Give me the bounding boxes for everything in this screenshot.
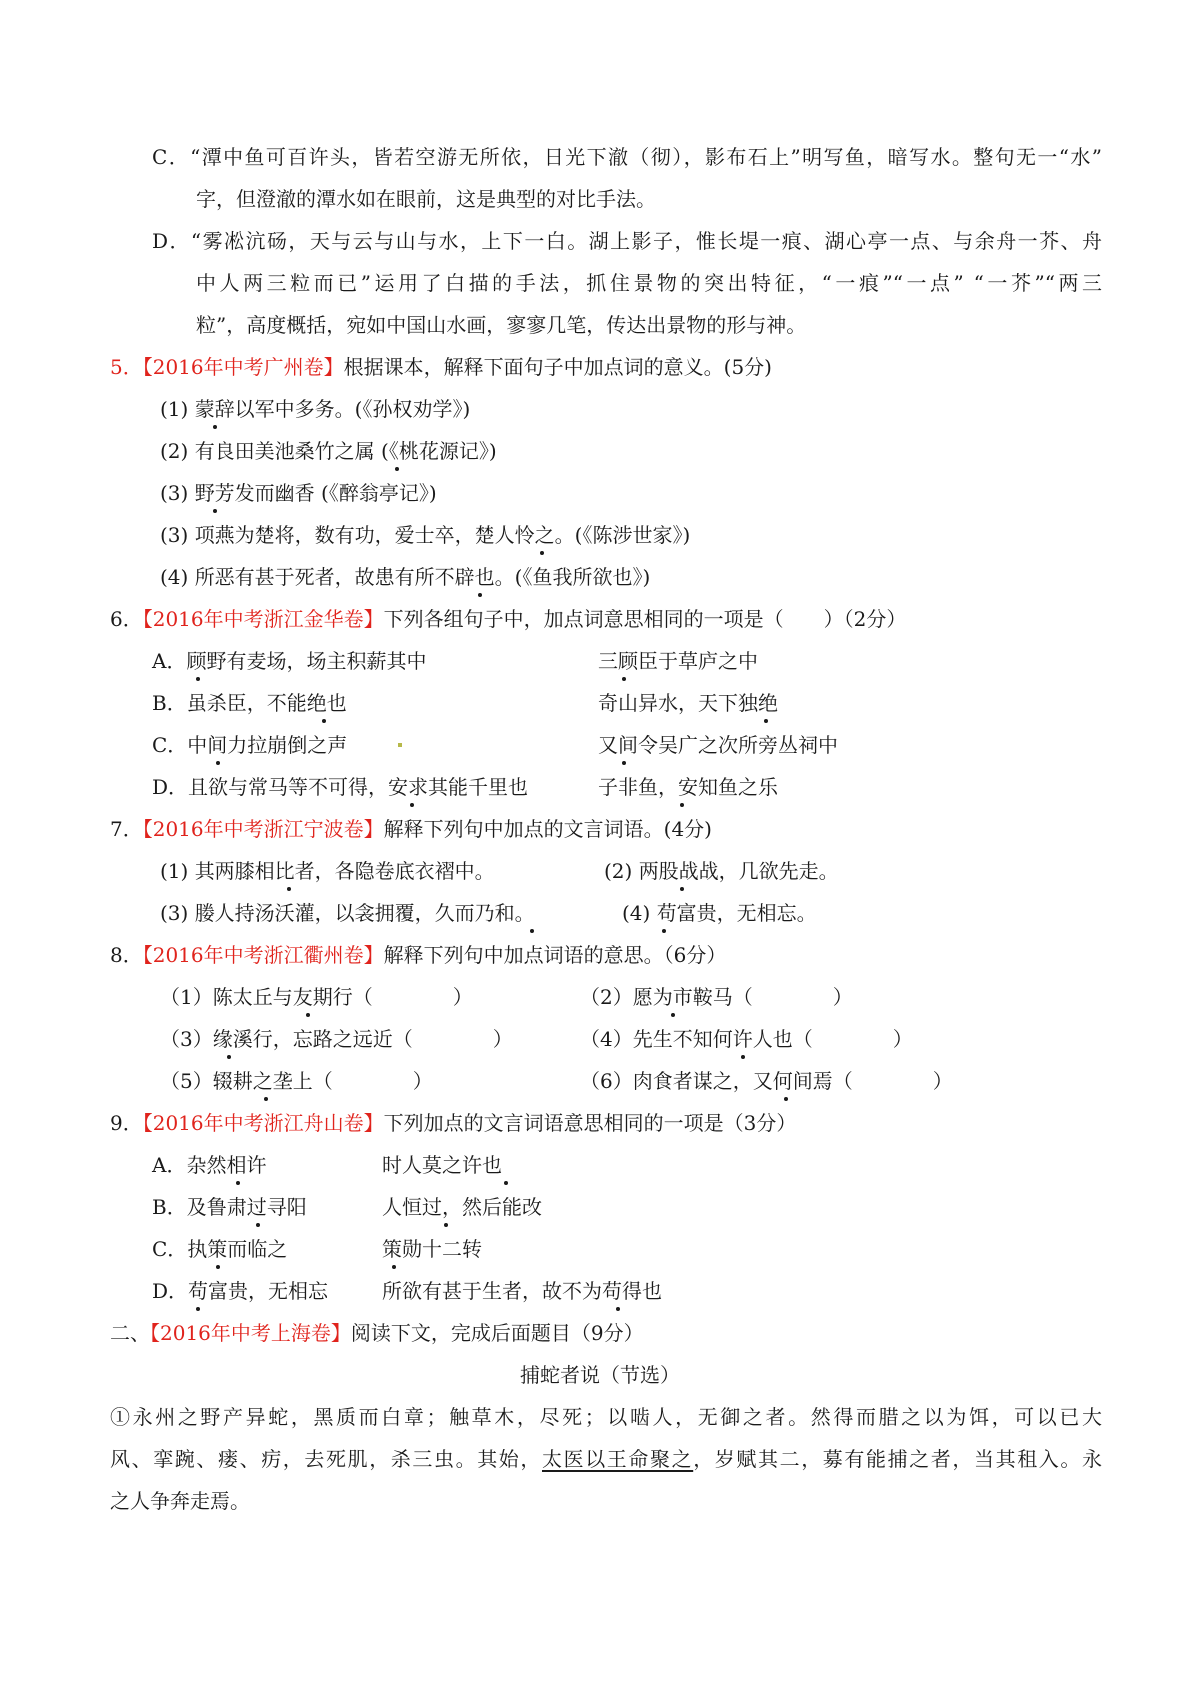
q8-item-4: （4）先生不知何许人也（ ） — [580, 1027, 913, 1051]
q6-option-b-left: B．虽杀臣，不能绝也 — [152, 691, 347, 715]
emphasis-dot — [256, 1223, 260, 1227]
q6-option-c-right: 又间令吴广之次所旁丛祠中 — [598, 733, 838, 757]
section2-prompt: 阅读下文，完成后面题目（9分） — [350, 1321, 644, 1345]
emphasis-dot — [540, 551, 544, 555]
q9-option-b-right: 人恒过，然后能改 — [382, 1195, 542, 1219]
q9-option-a-right: 时人莫之许也 — [382, 1153, 502, 1177]
emphasis-dot — [662, 929, 666, 933]
q9-prompt: 下列加点的文言词语意思相同的一项是（3分） — [383, 1111, 797, 1135]
q5-number: 5． — [110, 355, 143, 379]
q6-option-b-right: 奇山异水，天下独绝 — [598, 691, 778, 715]
passage-line-1: ①永州之野产异蛇，黑质而白章；触草木，尽死；以啮人，无御之者。然得而腊之以为饵，可以已大 — [110, 1405, 1102, 1429]
q4-option-d-line2: 中人两三粒而已”运用了白描的手法，抓住景物的突出特征，“一痕”“一点” “一芥”“两三 — [196, 271, 1102, 295]
q8-item-3: （3）缘溪行，忘路之远近（ ） — [160, 1027, 513, 1051]
q7-item-1: (1) 其两膝相比者，各隐卷底衣褶中。 — [160, 859, 495, 883]
emphasis-dot — [616, 1307, 620, 1311]
q4-option-c-line1: C．“潭中鱼可百许头，皆若空游无所依，日光下澈（彻），影布石上”明写鱼，暗写水。整句无一“水” — [152, 145, 1102, 169]
q4-option-d-line3: 粒”，高度概括，宛如中国山水画，寥寥几笔，传达出景物的形与神。 — [196, 313, 807, 337]
emphasis-dot — [410, 803, 414, 807]
emphasis-dot — [680, 887, 684, 891]
emphasis-dot — [504, 1181, 508, 1185]
passage-line-3: 之人争奔走焉。 — [110, 1489, 250, 1513]
emphasis-dot — [216, 1265, 220, 1269]
section2-source: 【2016年中考上海卷】 — [150, 1321, 351, 1345]
q9-source: 【2016年中考浙江舟山卷】 — [142, 1111, 384, 1135]
emphasis-dot — [680, 803, 684, 807]
q5-item-2: (2) 有良田美池桑竹之属 (《桃花源记》) — [160, 439, 497, 463]
section2-heading — [110, 1319, 644, 1347]
emphasis-dot — [306, 1013, 310, 1017]
emphasis-dot — [264, 1097, 268, 1101]
q9-option-a-left: A．杂然相许 — [152, 1153, 267, 1177]
q8-item-5: （5）辍耕之垄上（ ） — [160, 1069, 433, 1093]
passage-line-2-end: ，岁赋其二，募有能捕之者，当其租入。永 — [693, 1447, 1103, 1471]
emphasis-dot — [622, 761, 626, 765]
q8-source: 【2016年中考浙江衢州卷】 — [142, 943, 384, 967]
emphasis-dot — [196, 1307, 200, 1311]
q9-number: 9． — [110, 1111, 143, 1135]
q9-heading — [110, 1109, 796, 1137]
q4-option-c-line2: 字，但澄澈的潭水如在眼前，这是典型的对比手法。 — [196, 187, 656, 211]
section2-number: 二、 — [110, 1321, 150, 1345]
emphasis-dot — [213, 509, 217, 513]
q6-heading — [110, 605, 906, 633]
emphasis-dot — [784, 1097, 788, 1101]
q7-heading — [110, 815, 712, 843]
q6-source: 【2016年中考浙江金华卷】 — [142, 607, 384, 631]
underlined-phrase: 太医以王命聚之 — [542, 1447, 694, 1471]
emphasis-dot — [395, 467, 399, 471]
q5-item-3: (3) 野芳发而幽香 (《醉翁亭记》) — [160, 481, 437, 505]
q5-item-4: (3) 项燕为楚将，数有功，爱士卒，楚人怜之。(《陈涉世家》) — [160, 523, 691, 547]
q5-item-5: (4) 所恶有甚于死者，故患有所不辟也。(《鱼我所欲也》) — [160, 565, 651, 589]
q7-item-2: (2) 两股战战，几欲先走。 — [604, 859, 839, 883]
q5-heading — [110, 353, 772, 381]
q8-number: 8． — [110, 943, 143, 967]
q6-option-a-right: 三顾臣于草庐之中 — [598, 649, 758, 673]
q7-item-3: (3) 媵人持汤沃灌，以衾拥覆，久而乃和。 — [160, 901, 535, 925]
q7-number: 7． — [110, 817, 143, 841]
emphasis-dot — [287, 887, 291, 891]
stray-mark — [398, 743, 402, 747]
q4-option-d-line1: D．“雾凇沆砀，天与云与山与水，上下一白。湖上影子，惟长堤一痕、湖心亭一点、与余舟一芥、舟 — [152, 229, 1102, 253]
q6-option-d-right: 子非鱼，安知鱼之乐 — [598, 775, 778, 799]
q6-option-d-left: D．且欲与常马等不可得，安求其能千里也 — [152, 775, 529, 799]
q5-source: 【2016年中考广州卷】 — [142, 355, 344, 379]
emphasis-dot — [236, 1181, 240, 1185]
passage-line-2 — [110, 1445, 1102, 1473]
q7-source: 【2016年中考浙江宁波卷】 — [142, 817, 384, 841]
q9-option-b-left: B．及鲁肃过寻阳 — [152, 1195, 307, 1219]
emphasis-dot — [530, 929, 534, 933]
q6-option-c-left: C．中间力拉崩倒之声 — [152, 733, 348, 757]
passage-line-2-start: 风、挛踠、瘘、疠，去死肌，杀三虫。其始， — [110, 1447, 542, 1471]
emphasis-dot — [227, 1055, 231, 1059]
passage-title: 捕蛇者说（节选） — [520, 1363, 680, 1387]
q6-number: 6． — [110, 607, 143, 631]
q5-prompt: 根据课本，解释下面句子中加点词的意义。(5分) — [343, 355, 772, 379]
emphasis-dot — [392, 1265, 396, 1269]
q7-prompt: 解释下列句中加点的文言词语。(4分) — [383, 817, 712, 841]
q7-item-4: (4) 苟富贵，无相忘。 — [622, 901, 817, 925]
emphasis-dot — [741, 1055, 745, 1059]
q9-option-d-right: 所欲有甚于生者，故不为苟得也 — [382, 1279, 662, 1303]
q6-option-a-left: A．顾野有麦场，场主积薪其中 — [152, 649, 427, 673]
emphasis-dot — [213, 425, 217, 429]
q5-item-1: (1) 蒙辞以军中多务。(《孙权劝学》) — [160, 397, 471, 421]
q9-option-c-left: C．执策而临之 — [152, 1237, 288, 1261]
q9-option-c-right: 策勋十二转 — [382, 1237, 482, 1261]
q8-prompt: 解释下列句中加点词语的意思。（6分） — [383, 943, 727, 967]
q8-item-6: （6）肉食者谋之，又何间焉（ ） — [580, 1069, 953, 1093]
emphasis-dot — [216, 761, 220, 765]
q6-prompt: 下列各组句子中，加点词意思相同的一项是（ ）（2分） — [383, 607, 907, 631]
q8-item-2: （2）愿为市鞍马（ ） — [580, 985, 853, 1009]
q8-heading — [110, 941, 726, 969]
emphasis-dot — [322, 719, 326, 723]
q8-item-1: （1）陈太丘与友期行（ ） — [160, 985, 473, 1009]
emphasis-dot — [671, 1013, 675, 1017]
q9-option-d-left: D．苟富贵，无相忘 — [152, 1279, 329, 1303]
emphasis-dot — [478, 593, 482, 597]
emphasis-dot — [622, 677, 626, 681]
emphasis-dot — [196, 677, 200, 681]
emphasis-dot — [444, 1223, 448, 1227]
emphasis-dot — [764, 719, 768, 723]
